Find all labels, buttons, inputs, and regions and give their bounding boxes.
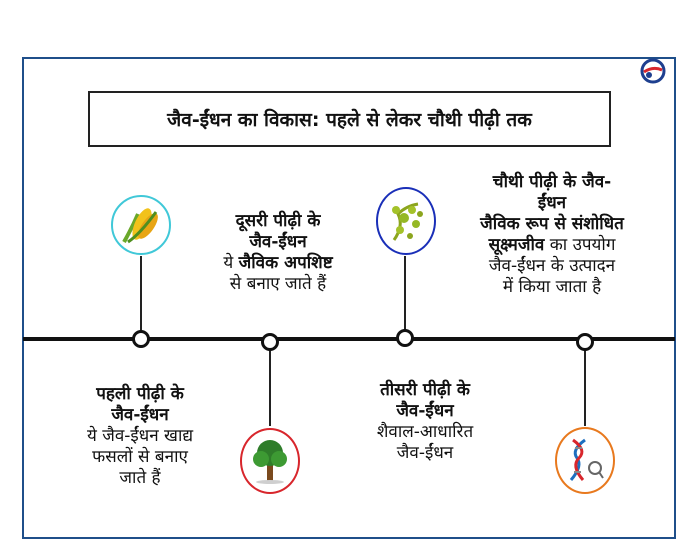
- gen1-stem: [140, 256, 142, 338]
- gen4-stem: [584, 342, 586, 426]
- gen3-heading-2: जैव-ईंधन: [396, 401, 454, 421]
- gen2-body-1: ये जैविक अपशिष्ट: [223, 253, 333, 273]
- gen4-node: [576, 333, 594, 351]
- gen4-body-2: सूक्ष्मजीव का उपयोग: [488, 235, 616, 255]
- dna-icon: [555, 427, 615, 494]
- page-title: जैव-ईंधन का विकास: पहले से लेकर चौथी पीढ़ी तक: [88, 91, 611, 147]
- gen2-heading-2: जैव-ईंधन: [249, 232, 307, 252]
- gen4-body-1: जैविक रूप से संशोधित: [480, 214, 624, 234]
- gen4-heading-1: चौथी पीढ़ी के जैव-: [492, 172, 612, 192]
- gen3-stem: [404, 256, 406, 336]
- algae-icon: [376, 187, 436, 255]
- gen4-body-4: में किया जाता है: [502, 277, 602, 297]
- gen1-heading-1: पहली पीढ़ी के: [96, 384, 184, 404]
- gen4-label: [432, 172, 672, 298]
- gen3-label: [325, 380, 525, 464]
- gen2-label: [178, 211, 378, 295]
- gen2-node: [261, 333, 279, 351]
- gen4-body-3: जैव-ईंधन के उत्पादन: [488, 256, 616, 276]
- gen4-heading-2: ईंधन: [537, 193, 567, 213]
- gen3-node: [396, 329, 414, 347]
- gen1-body-3: जाते हैं: [119, 468, 161, 488]
- gen3-body-1: शैवाल-आधारित: [376, 422, 474, 442]
- gen3-body-2: जैव-ईंधन: [396, 443, 454, 463]
- gen1-heading-2: जैव-ईंधन: [111, 405, 169, 425]
- gen2-stem: [269, 340, 271, 426]
- tree-icon: [240, 428, 300, 494]
- gen2-heading-1: दूसरी पीढ़ी के: [235, 211, 321, 231]
- gen1-body-2: फसलों से बनाए: [92, 447, 188, 467]
- gen1-node: [132, 330, 150, 348]
- gen3-heading-1: तीसरी पीढ़ी के: [380, 380, 470, 400]
- gen2-body-2: से बनाए जाते हैं: [229, 274, 327, 294]
- logo-icon: [640, 58, 666, 84]
- corn-icon: [111, 195, 171, 255]
- gen1-body-1: ये जैव-ईंधन खाद्य: [86, 426, 194, 446]
- gen1-label: [30, 384, 250, 489]
